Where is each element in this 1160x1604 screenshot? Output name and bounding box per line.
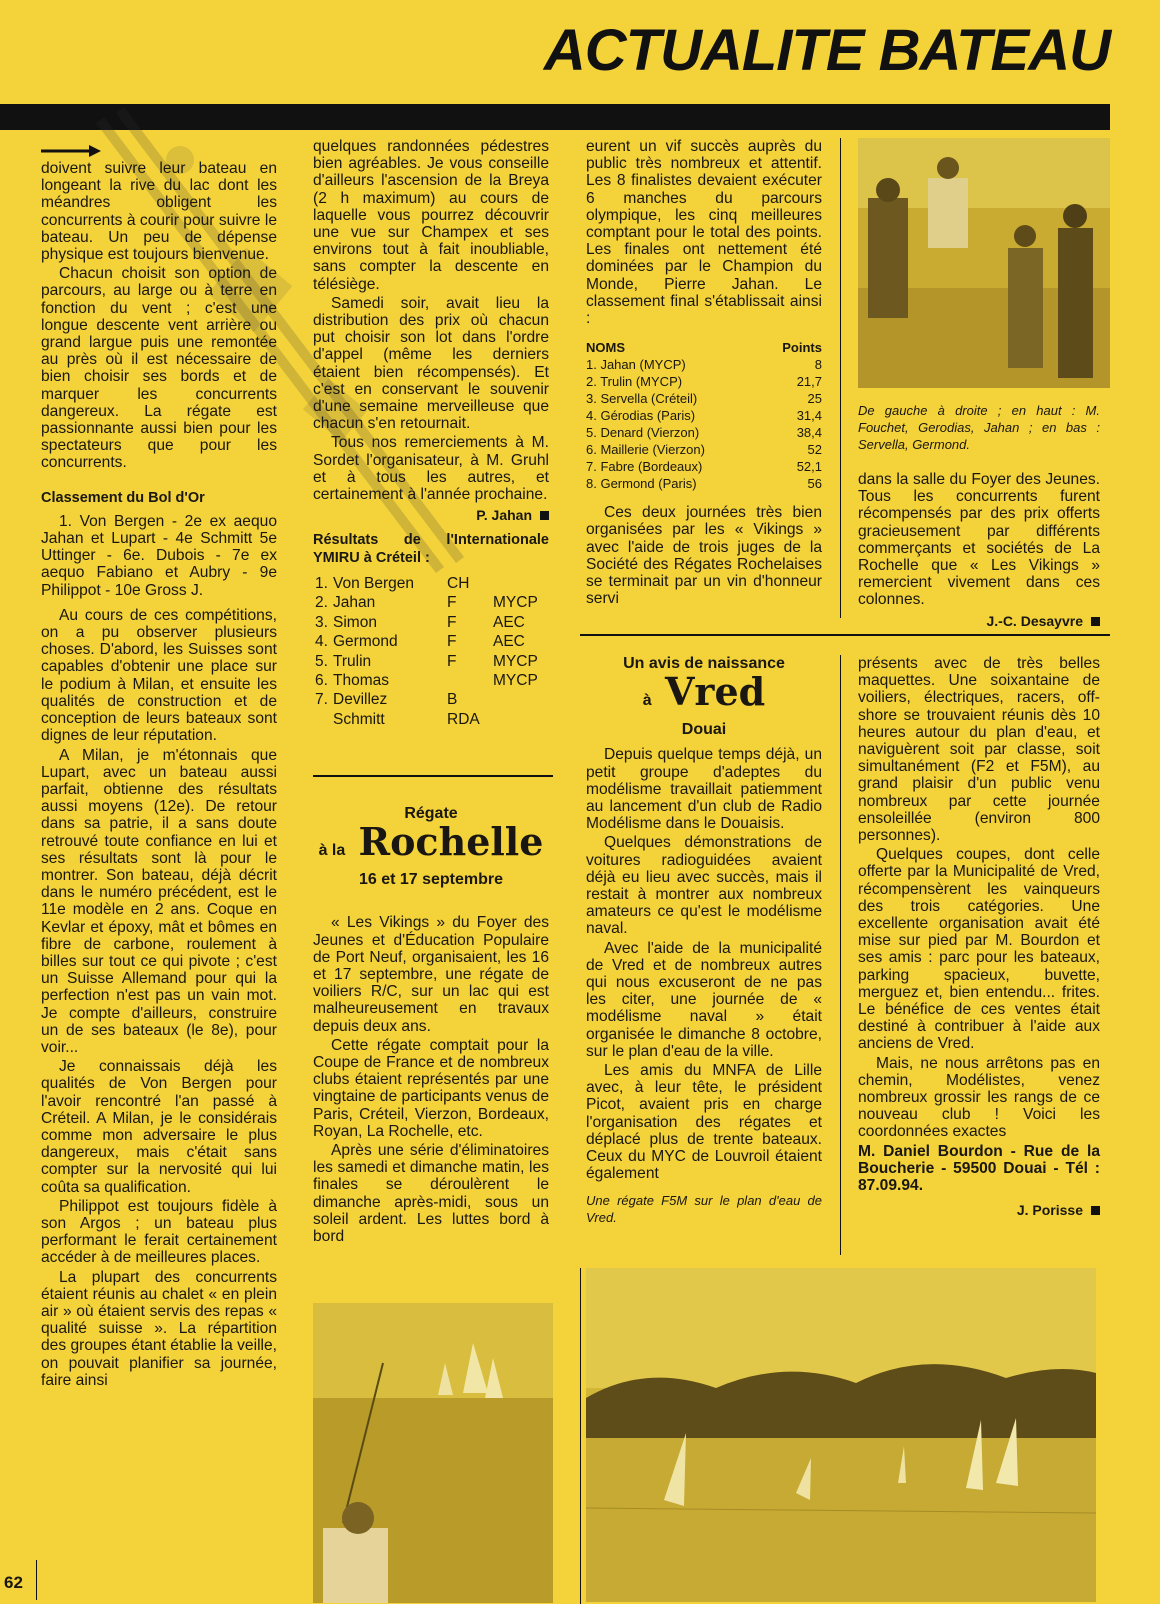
section-divider xyxy=(580,634,1110,636)
address: M. Daniel Bourdon - Rue de la Boucherie - 59500 Douai - Tél : 87.09.94. xyxy=(858,1142,1100,1195)
paragraph: Tous nos remerciements à M. Sordet l'organisateur, à M. Gruhl et à tous les autres, et certainement à l'année prochaine. xyxy=(313,434,549,504)
result-country: RDA xyxy=(447,710,480,728)
result-club xyxy=(493,575,547,592)
arrow-icon xyxy=(41,144,101,158)
table-header-row xyxy=(586,339,822,356)
column-1 xyxy=(41,138,277,1391)
paragraph: Cette régate comptait pour la Coupe de France et de nombreux clubs étaient représentés par une vingtaine de participants venus de Paris, Créteil, Vierzon, Bordeaux, Royan, La Rochelle, etc. xyxy=(313,1036,549,1140)
results-table xyxy=(313,573,549,730)
people-photo xyxy=(858,138,1110,388)
competitor-points: 52,1 xyxy=(796,459,822,475)
table-row xyxy=(586,458,822,475)
result-rank: 3. xyxy=(315,613,328,631)
result-club xyxy=(493,691,547,708)
headline-name: Vred xyxy=(664,669,766,715)
competitor-name: 1. Jahan (MYCP) xyxy=(586,357,686,373)
signature-text: J.-C. Desayvre xyxy=(986,612,1083,629)
headline-name: Rochelle xyxy=(358,819,544,865)
signature-porisse xyxy=(858,1202,1100,1219)
section-title: ACTUALITE BATEAU xyxy=(543,18,1110,83)
column-3 xyxy=(586,138,822,609)
paragraph: La plupart des concurrents étaient réunis au chalet « en plein air » où étaient servis des repas « qualité suisse ». La répartition des groupes étant établie la veille, on pouvait planifier sa journée, faire ainsi xyxy=(41,1268,277,1389)
result-country: F xyxy=(447,633,457,651)
result-country: B xyxy=(447,691,458,709)
result-country xyxy=(447,672,491,689)
result-rank: 2. xyxy=(315,594,328,612)
result-club: MYCP xyxy=(493,671,538,689)
paragraph: Au cours de ces compétitions, on a pu observer plusieurs choses. D'abord, les Suisses sont capables d'obtenir une place sur le podium à Milan, et ensuite les qualités de construction et de conception de leurs bateaux sont dignes de leur réputation. xyxy=(41,606,277,745)
vred-regatta-photo xyxy=(586,1268,1096,1602)
end-mark xyxy=(540,511,549,520)
photo-caption: Une régate F5M sur le plan d'eau de Vred. xyxy=(586,1193,822,1226)
table-row xyxy=(315,691,547,708)
paragraph: Quelques coupes, dont celle offerte par la Municipalité de Vred, récompensèrent les vainqueurs des trois catégories. Une excellente organisation avait été mise sur pied par M. Bourdon et ses amis : parc pour les bateaux, parking spacieux, buvette, merguez et, bien entendu... frites. Le bénéfice de ces ventes était destiné à contribuer à l'aide aux anciens de Vred. xyxy=(858,846,1100,1053)
table-row xyxy=(315,575,547,592)
column-divider xyxy=(840,655,841,1255)
classement-text: 1. Von Bergen - 2e ex aequo Jahan et Lupart - 4e Schmitt 5e Uttinger - 6e. Dubois - 7e ex aequo Fabiano et Aubry - 9e Philippot - 10e Gross J. xyxy=(41,512,277,599)
column-header: Points xyxy=(782,340,822,356)
paragraph: « Les Vikings » du Foyer des Jeunes et d'Éducation Populaire de Port Neuf, organisaient, les 16 et 17 septembre, une régate de voiliers R/C, sur un lac qui est malheureusement en travaux depuis deux ans. xyxy=(313,914,549,1035)
column-divider xyxy=(36,1560,37,1600)
signature-jahan xyxy=(313,507,549,524)
rochelle-dates: 16 et 17 septembre xyxy=(358,871,504,889)
vred-article xyxy=(586,655,822,1226)
competitor-points: 8 xyxy=(814,357,822,373)
result-country: CH xyxy=(447,574,470,592)
competitor-name: 5. Denard (Vierzon) xyxy=(586,425,700,441)
competitor-points: 38,4 xyxy=(796,425,822,441)
table-row xyxy=(315,672,547,689)
regatta-photo xyxy=(313,1303,553,1603)
vred-location: Douai xyxy=(681,721,727,739)
result-rank: 4. xyxy=(315,633,328,651)
photo-caption: De gauche à droite ; en haut : M. Fouchet, Gerodias, Jahan ; en bas : Servella, Germond. xyxy=(858,403,1100,452)
paragraph: Je connaissais déjà les qualités de Von Bergen pour l'avoir rencontré l'an passé à Créteil. A Milan, je le considérais comme mon adversaire le plus dangereux, mais c'était sans compter sur la nervosité qui lui coûta sa qualification. xyxy=(41,1058,277,1196)
competitor-name: 2. Trulin (MYCP) xyxy=(586,374,683,390)
table-row xyxy=(586,424,822,441)
paragraph: Ces deux journées très bien organisées par les « Vikings » avec l'aide de trois juges de la Société des Régates Rochelaises se terminait par un vin d'honneur servi xyxy=(586,504,822,608)
result-name: Germond xyxy=(333,633,398,651)
result-name: Trulin xyxy=(333,652,372,670)
headline-prefix: à xyxy=(642,692,652,710)
signature-desayvre xyxy=(858,613,1100,630)
paragraph: Quelques démonstrations de voitures radioguidées avaient déjà eu lieu avec succès, mais il restait à montrer aux nombreux amateurs ce qu'est le modélisme naval. xyxy=(586,834,822,938)
result-rank: 6. xyxy=(315,671,328,689)
paragraph: A Milan, je m'étonnais que Lupart, avec un bateau aussi parfait, obtienne des résultats aussi moyens (12e). De retour dans sa patrie, il a sans doute retrouvé toute confiance en lui et ses résultats sont là pour le montrer. Son bateau, déjà décrit dans le numéro précédent, est le 11e modèle en 2 ans. Coque en Kevlar et époxy, mât et bômes en fibre de carbone, roulement à billes sur tout ce qui pivote ; c'est un Suisse Allemand pour qui la perfection n'est pas un vain mot. Je compte d'ailleurs, construire un de ses bateaux (le 8e), pour voir... xyxy=(41,746,277,1056)
paragraph: dans la salle du Foyer des Jeunes. Tous les concurrents furent récompensés par des prix offerts gracieusement par différents commerçants et sociétés de La Rochelle que « Les Vikings » remercient vivement dans ces colonnes. xyxy=(858,471,1100,609)
result-country: F xyxy=(447,652,457,670)
table-row xyxy=(315,653,547,670)
table-row xyxy=(586,441,822,458)
result-name: Von Bergen xyxy=(333,574,415,592)
paragraph: Philippot est toujours fidèle à son Argos ; un bateau plus performant le ferait certainement accéder à de meilleures places. xyxy=(41,1197,277,1267)
table-row xyxy=(315,633,547,650)
signature-text: J. Porisse xyxy=(1016,1202,1083,1219)
column-divider xyxy=(580,1268,581,1604)
result-rank: 5. xyxy=(315,652,328,670)
table-row xyxy=(586,373,822,390)
table-row xyxy=(586,475,822,492)
regatta-photo-image xyxy=(313,1303,553,1603)
paragraph: Avec l'aide de la municipalité de Vred et de nombreux autres qui nous excuseront de ne pas les citer, une journée de « modélisme naval » était organisée le dimanche 8 octobre, sur le plan d'eau de la ville. xyxy=(586,939,822,1060)
result-name: Thomas xyxy=(333,671,389,689)
paragraph: doivent suivre leur bateau en longeant la rive du lac dont les méandres obligent les concurrents à courir pour suivre le bateau. Un peu de dépense physique est toujours bienvenue. xyxy=(41,160,277,264)
competitor-points: 31,4 xyxy=(796,408,822,424)
paragraph: Après une série d'éliminatoires les samedi et dimanche matin, les finales se déroulèrent le dimanche après-midi, sous un soleil ardent. Les luttes bord à bord xyxy=(313,1142,549,1246)
paragraph: Samedi soir, avait lieu la distribution des prix où chacun put choisir son lot dans l'ordre d'appel (même les derniers étaient bien récompensés). Et c'est en conservant le souvenir d'une semaine merveilleuse que chacun s'en retournait. xyxy=(313,294,549,433)
result-name: Simon xyxy=(333,613,377,631)
competitor-name: 4. Gérodias (Paris) xyxy=(586,408,696,424)
section-divider xyxy=(313,775,553,777)
table-row xyxy=(586,390,822,407)
competitor-name: 7. Fabre (Bordeaux) xyxy=(586,459,703,475)
result-club: MYCP xyxy=(493,652,538,670)
vred-headline xyxy=(586,669,822,721)
table-row xyxy=(586,407,822,424)
rochelle-headline xyxy=(313,819,549,871)
headline-prefix: à la xyxy=(318,842,346,860)
result-name: Schmitt xyxy=(333,710,385,728)
table-row xyxy=(315,614,547,631)
result-club xyxy=(493,711,547,728)
vred-kicker: Un avis de naissance xyxy=(623,655,785,672)
result-name: Devillez xyxy=(333,691,388,709)
column-4 xyxy=(858,402,1100,634)
header-bar xyxy=(0,104,1110,130)
result-club: MYCP xyxy=(493,594,538,612)
paragraph: présents avec de très belles maquettes. Une soixantaine de voiliers, électriques, racers, off-shore se trouvaient réunis dès 10 heures autour du plan d'eau, et naviguèrent soit par classe, soit simultanément (F2 et F5M), au grand plaisir d'un public venu nombreux par cette journée ensoleillée (environ 800 personnes). xyxy=(858,655,1100,845)
vred-regatta-photo-image xyxy=(586,1268,1096,1602)
competitor-name: 6. Maillerie (Vierzon) xyxy=(586,442,705,458)
rochelle-article xyxy=(313,805,549,1247)
result-rank xyxy=(315,711,331,728)
result-country: F xyxy=(447,594,457,612)
paragraph: Les amis du MNFA de Lille avec, à leur tête, le président Picot, avaient pris en charge l'organisation des régates et déplacé plus de trente bateaux. Ceux du MYC de Louvroil étaient également xyxy=(586,1062,822,1183)
results-title: Résultats de l'Internationale YMIRU à Créteil : xyxy=(313,532,549,566)
end-mark xyxy=(1091,1206,1100,1215)
result-club: AEC xyxy=(493,613,525,631)
result-country: F xyxy=(447,613,457,631)
paragraph: Mais, ne nous arrêtons pas en chemin, Modélistes, venez nombreux grossir les rangs de ce nouveau club ! Voici les coordonnées exactes xyxy=(858,1054,1100,1141)
paragraph: Chacun choisit son option de parcours, au large ou à terre en fonction du vent ; c'est une longue descente vent arrière ou grand largue puis une remontée au près où il est nécessaire de bien choisir ses bords et de marquer les concurrents dangereux. La régate est passionnante aussi bien pour les spectateurs que pour les concurrents. xyxy=(41,265,277,472)
result-rank: 7. xyxy=(315,691,328,709)
column-divider xyxy=(840,138,841,618)
result-name: Jahan xyxy=(333,594,376,612)
competitor-points: 52 xyxy=(807,442,822,458)
classement-title: Classement du Bol d'Or xyxy=(41,489,205,506)
column-header: NOMS xyxy=(586,340,625,356)
result-club: AEC xyxy=(493,633,525,651)
competitor-name: 3. Servella (Créteil) xyxy=(586,391,698,407)
classement-table xyxy=(586,339,822,492)
end-mark xyxy=(1091,617,1100,626)
competitor-points: 56 xyxy=(807,476,822,492)
competitor-name: 8. Germond (Paris) xyxy=(586,476,697,492)
rochelle-kicker: Régate xyxy=(404,805,458,822)
paragraph: quelques randonnées pédestres bien agréables. Je vous conseille d'ailleurs l'ascension de la Breya (2 h maximum) au cours de laquelle vous pourrez découvrir une vue sur Champex et ses environs tout à fait inoubliable, sans compter la descente en télésiège. xyxy=(313,138,549,293)
competitor-points: 21,7 xyxy=(796,374,822,390)
table-row xyxy=(315,594,547,611)
competitor-points: 25 xyxy=(807,391,822,407)
signature-text: P. Jahan xyxy=(476,507,532,524)
table-row xyxy=(315,711,547,728)
table-row xyxy=(586,356,822,373)
people-photo-image xyxy=(858,138,1110,388)
paragraph: eurent un vif succès auprès du public très nombreux et attentif. Les 8 finalistes devaient exécuter 6 manches du parcours olympique, les cinq meilleures comptant pour le total des points. Les finales ont nettement été dominées par le Champion du Monde, Pierre Jahan. Le classement final s'établissait ainsi : xyxy=(586,138,822,328)
result-rank: 1. xyxy=(315,574,328,592)
paragraph: Depuis quelque temps déjà, un petit groupe d'adeptes du modélisme travaillait patiemment au lancement d'un club de Radio Modélisme dans le Douaisis. xyxy=(586,746,822,833)
page-number: 62 xyxy=(4,1573,23,1592)
column-2 xyxy=(313,138,549,730)
vred-article-continued xyxy=(858,655,1100,1224)
